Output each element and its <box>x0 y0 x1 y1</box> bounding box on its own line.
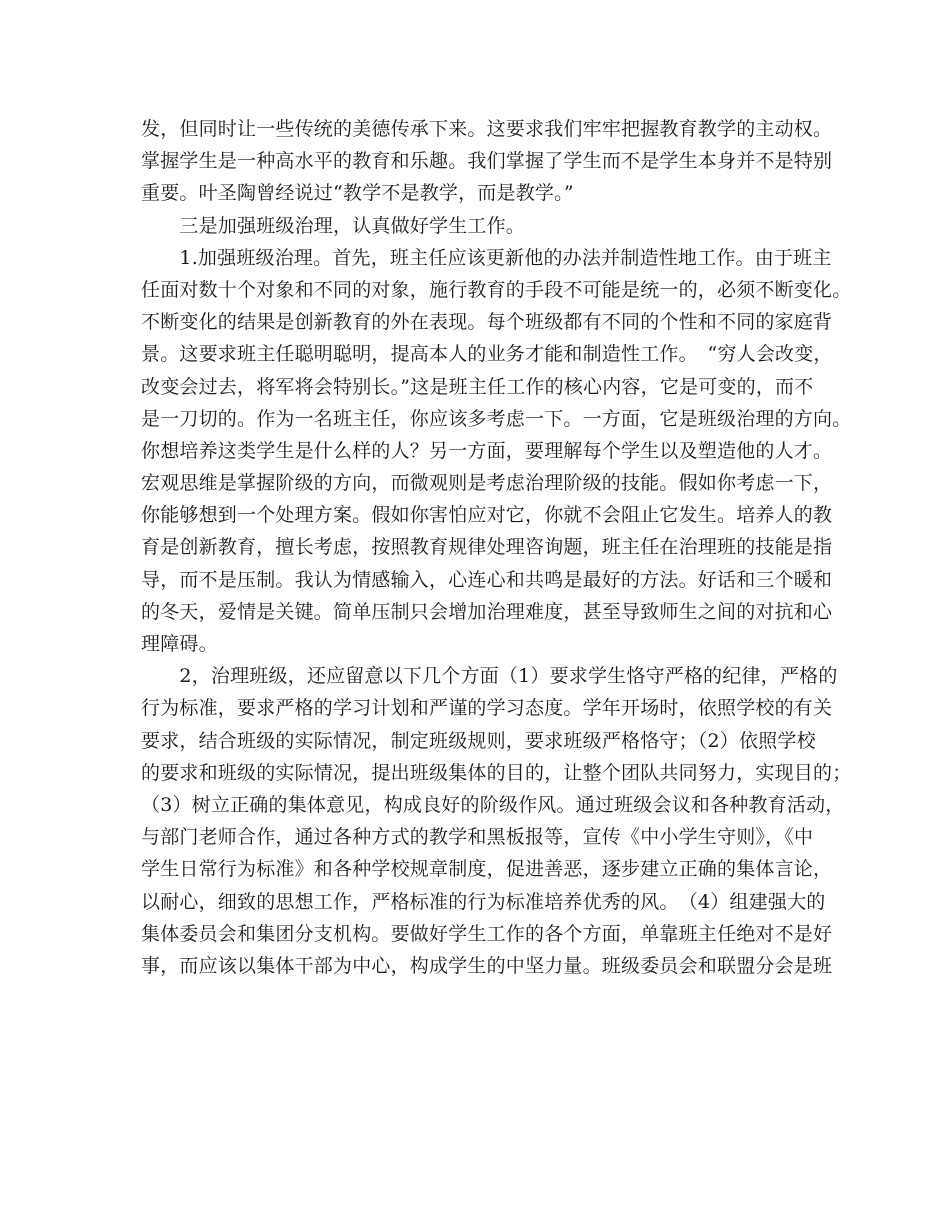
text-line: 1.加强班级治理。首先，班主任应该更新他的办法并制造性地工作。由于班主 <box>141 246 832 269</box>
text-line: 改变会过去，将军将会特别长。”这是班主任工作的核心内容，它是可变的，而不 <box>141 375 814 398</box>
text-line: 掌握学生是一种高水平的教育和乐趣。我们掌握了学生而不是学生本身并不是特别 <box>141 150 833 173</box>
text-line: （3）树立正确的集体意见，构成良好的阶级作风。通过班级会议和各种教育活动， <box>141 793 845 816</box>
text-line: 宏观思维是掌握阶级的方向，而微观则是考虑治理阶级的技能。假如你考虑一下， <box>141 472 833 495</box>
text-line: 不断变化的结果是创新教育的外在表现。每个班级都有不同的个性和不同的家庭背 <box>141 311 833 334</box>
text-line: 发，但同时让一些传统的美德传承下来。这要求我们牢牢把握教育教学的主动权。 <box>141 118 833 140</box>
section-heading: 三是加强班级治理，认真做好学生工作。 <box>141 214 526 237</box>
text-line: 任面对数十个对象和不同的对象，施行教育的手段不可能是统一的，必须不断变化。 <box>141 278 852 301</box>
text-line: 理障碍。 <box>141 633 218 655</box>
text-line: 以耐心，细致的思想工作，严格标准的行为标准培养优秀的风。 （4）组建强大的 <box>141 890 826 913</box>
text-line: 的要求和班级的实际情况，提出班级集体的目的，让整个团队共同努力，实现目的； <box>141 761 852 784</box>
text-line: 育是创新教育，擅长考虑，按照教育规律处理咨询题，班主任在治理班的技能是指 <box>141 536 833 559</box>
text-line: 的冬天，爱情是关键。简单压制只会增加治理难度，甚至导致师生之间的对抗和心 <box>141 600 833 623</box>
text-line: 行为标准，要求严格的学习计划和严谨的学习态度。学年开场时，依照学校的有关 <box>141 697 833 720</box>
text-line: 重要。叶圣陶曾经说过“教学不是教学，而是教学。” <box>141 182 574 205</box>
text-line: 是一刀切的。作为一名班主任，你应该多考虑一下。一方面，它是班级治理的方向。 <box>141 407 852 430</box>
text-line: 景。这要求班主任聪明聪明，提高本人的业务才能和制造性工作。 “穷人会改变， <box>141 343 833 366</box>
text-line: 你能够想到一个处理方案。假如你害怕应对它，你就不会阻止它发生。培养人的教 <box>141 504 833 527</box>
text-line: 集体委员会和集团分支机构。要做好学生工作的各个方面，单靠班主任绝对不是好 <box>141 922 833 945</box>
text-line: 你想培养这类学生是什么样的人？另一方面，要理解每个学生以及塑造他的人才。 <box>141 439 833 462</box>
text-line: 与部门老师合作，通过各种方式的教学和黑板报等，宣传《中小学生守则》，《中 <box>141 826 814 849</box>
text-line: 事，而应该以集体干部为中心，构成学生的中坚力量。班级委员会和联盟分会是班 <box>141 954 833 977</box>
text-line: 要求，结合班级的实际情况，制定班级规则，要求班级严格恪守；（2）依照学校 <box>141 729 816 752</box>
text-line: 导，而不是压制。我认为情感输入，心连心和共鸣是最好的方法。好话和三个暖和 <box>141 568 833 591</box>
body-text <box>141 113 852 982</box>
text-line: 2，治理班级，还应留意以下几个方面（1）要求学生恪守严格的纪律，严格的 <box>141 665 838 688</box>
text-line: 学生日常行为标准》和各种学校规章制度，促进善恶，逐步建立正确的集体言论， <box>141 858 833 881</box>
